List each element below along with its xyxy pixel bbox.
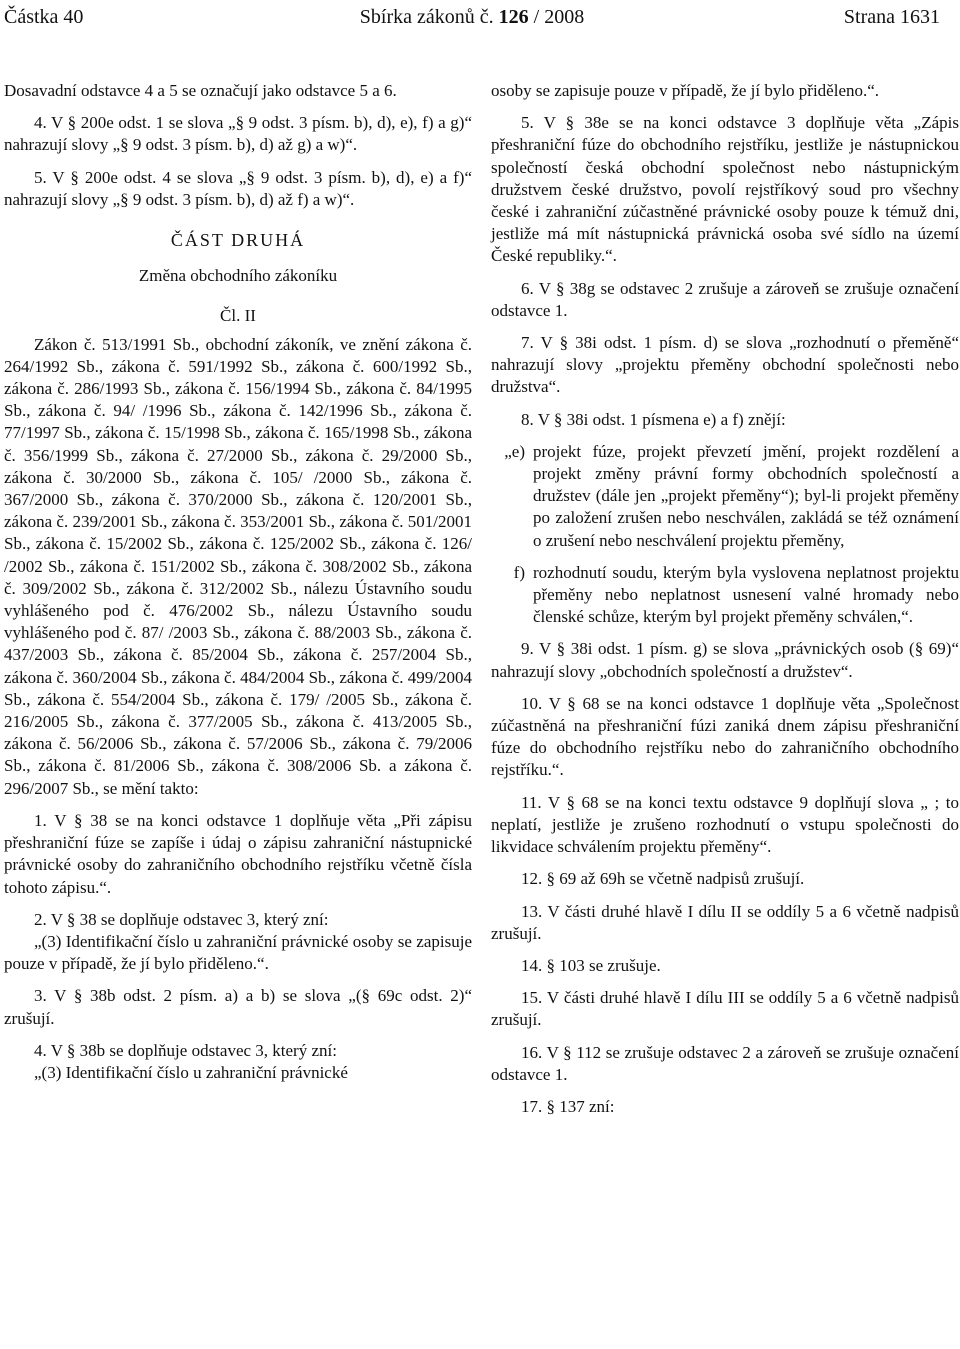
paragraph-renumbering: Dosavadní odstavce 4 a 5 se označují jako odstavce 5 a 6. xyxy=(4,81,397,100)
collection-prefix: Sbírka zákonů č. xyxy=(359,6,494,28)
change-item-4-quote: „(3) Identifikační číslo u zahraniční právnické xyxy=(34,1062,348,1082)
letter-text-f: rozhodnutí soudu, kterým byla vyslovena neplatnost projektu přeměny nebo neplatnost usnesení valné hromady nebo členské schůze, kterým byl projekt přeměny schválen,“. xyxy=(533,562,959,627)
letter-label-f: f) xyxy=(513,562,525,582)
change-item-11: 11. V § 68 se na konci textu odstavce 9 doplňují slova „ ; to neplatí, jestliže je zrušeno rozhodnutí o vstupu společnosti do likvidace schválením projektu přeměny“. xyxy=(491,792,959,857)
change-item-2-quote: „(3) Identifikační číslo u zahraniční právnické osoby se zapisuje pouze v případě, že jí bylo přiděleno.“. xyxy=(4,931,472,974)
amendment-item-5: 5. V § 200e odst. 4 se slova „§ 9 odst. 3 písm. b), d), e) a f)“ nahrazují slovy „§ 9 odst. 3 písm. b), d) až f) a w)“. xyxy=(4,167,472,209)
part-subtitle: Změna obchodního zákoníku xyxy=(138,266,338,286)
change-item-7: 7. V § 38i odst. 1 písm. d) se slova „rozhodnutí o přeměně“ nahrazují slovy „projektu přeměny obchodní společnosti nebo družstva“. xyxy=(491,333,959,397)
change-item-6: 6. V § 38g se odstavec 2 zrušuje a zároveň se zrušuje označení odstavce 1. xyxy=(491,278,959,320)
letter-item-e xyxy=(491,441,959,552)
issue-number: Částka 40 xyxy=(4,6,84,28)
change-item-1: 1. V § 38 se na konci odstavce 1 doplňuje věta „Při zápisu přeshraniční fúze se zapíše i údaj o zápisu zahraniční nástupnické právnické osoby do zahraničního obchodního rejstříku včetně čísla tohoto zápisu.“. xyxy=(4,810,472,897)
article-heading: Čl. II xyxy=(220,306,256,326)
change-item-5: 5. V § 38e se na konci odstavce 3 doplňuje věta „Zápis přeshraniční fúze do obchodního rejstříku, jestliže je nástupnickou společností česká obchodní společnost nebo nástupnickým družstvem české družstvo, povolí rejstříkový soud pro všechny české i zahraniční zúčastněné právnické osoby pouze k témuž dni, jestliže má mít nástupnická právnická osoba své sídlo na území České republiky.“. xyxy=(491,113,959,266)
left-column xyxy=(4,80,472,1094)
change-item-16: 16. V § 112 se zrušuje odstavec 2 a zároveň se zrušuje označení odstavce 1. xyxy=(491,1042,959,1084)
change-item-17: 17. § 137 zní: xyxy=(521,1096,615,1116)
change-item-10: 10. V § 68 se na konci odstavce 1 doplňuje věta „Společnost zúčastněná na přeshraniční fúzi zaniká dnem zápisu přeshraniční fúze do obchodního rejstříku nebo do zahraničního obchodního rejstříku.“. xyxy=(491,693,959,780)
change-item-3: 3. V § 38b odst. 2 písm. a) a b) se slova „(§ 69c odst. 2)“ zrušují. xyxy=(4,986,472,1028)
part-title: ČÁST DRUHÁ xyxy=(170,230,306,251)
collection-number: 126 xyxy=(498,6,529,28)
change-item-15: 15. V části druhé hlavě I dílu III se oddíly 5 a 6 včetně nadpisů zrušují. xyxy=(491,988,959,1030)
change-item-14: 14. § 103 se zrušuje. xyxy=(521,955,661,975)
right-column xyxy=(491,80,959,1128)
change-item-13: 13. V části druhé hlavě I dílu II se oddíly 5 a 6 včetně nadpisů zrušují. xyxy=(491,901,959,943)
law-introduction: Zákon č. 513/1991 Sb., obchodní zákoník, ve znění zákona č. 264/1992 Sb., zákona č. 591/1992 Sb., zákona č. 600/1992 Sb., zákona č. 286/1993 Sb., zákona č. 156/1994 Sb., zákona č. 84/1995 Sb., zákona č. 94/ /1996 Sb., zákona č. 142/1996 Sb., zákona č. 77/1997 Sb., zákona č. 15/1998 Sb., zákona č. 165/1998 Sb., zákona č. 356/1999 Sb., zákona č. 27/2000 Sb., zákona č. 29/2000 Sb., zákona č. 30/2000 Sb., zákona č. 105/ /2000 Sb., zákona č. 367/2000 Sb., zákona č. 370/2000 Sb., zákona č. 120/2001 Sb., zákona č. 239/2001 Sb., zákona č. 353/2001 Sb., zákona č. 501/2001 Sb., zákona č. 15/2002 Sb., zákona č. 125/2002 Sb., zákona č. 126/ /2002 Sb., zákona č. 151/2002 Sb., zákona č. 308/2002 Sb., zákona č. 309/2002 Sb., zákona č. 312/2002 Sb., nálezu Ústavního soudu vyhlášeného pod č. 476/2002 Sb., nálezu Ústavního soudu vyhlášeného pod č. 87/ /2003 Sb., zákona č. 88/2003 Sb., zákona č. 437/2003 Sb., zákona č. 85/2004 Sb., zákona č. 257/2004 Sb., zákona č. 360/2004 Sb., zákona č. 484/2004 Sb., zákona č. 499/2004 Sb., zákona č. 554/2004 Sb., zákona č. 179/ /2005 Sb., zákona č. 216/2005 Sb., zákona č. 377/2005 Sb., zákona č. 413/2005 Sb., zákona č. 56/2006 Sb., zákona č. 57/2006 Sb., zákona č. 79/2006 Sb., zákona č. 81/2006 Sb., zákona č. 308/2006 Sb. a zákona č. 296/2007 Sb., se mění takto: xyxy=(4,334,472,798)
page-number: Strana 1631 xyxy=(843,6,940,28)
page-header xyxy=(4,5,940,29)
letter-label-e: „e) xyxy=(504,441,525,461)
change-item-8: 8. V § 38i odst. 1 písmena e) a f) znějí: xyxy=(521,409,786,429)
change-item-2: 2. V § 38 se doplňuje odstavec 3, který zní: xyxy=(34,909,329,929)
letter-item-f xyxy=(491,562,959,629)
change-item-12: 12. § 69 až 69h se včetně nadpisů zrušují. xyxy=(521,869,805,889)
collection-title xyxy=(4,5,940,29)
change-item-4: 4. V § 38b se doplňuje odstavec 3, který zní: xyxy=(34,1040,337,1060)
quote-continuation: osoby se zapisuje pouze v případě, že jí bylo přiděleno.“. xyxy=(491,81,880,100)
collection-year: / 2008 xyxy=(533,6,585,28)
letter-text-e: projekt fúze, projekt převzetí jmění, projekt rozdělení a projekt změny právní formy obchodních společností a družstev (dále jen „projekt přeměny“); byl-li projekt přeměny po založení zrušen nebo neschválen, zakládá se též oznámení o zrušení nebo neschválení projektu přeměny, xyxy=(533,441,959,550)
change-item-9: 9. V § 38i odst. 1 písm. g) se slova „právnických osob (§ 69)“ nahrazují slovy „obchodních společností a družstev“. xyxy=(491,639,959,681)
amendment-item-4: 4. V § 200e odst. 1 se slova „§ 9 odst. 3 písm. b), d), e), f) a g)“ nahrazují slovy „§ 9 odst. 3 písm. b), d) až g) a w)“. xyxy=(4,113,472,155)
